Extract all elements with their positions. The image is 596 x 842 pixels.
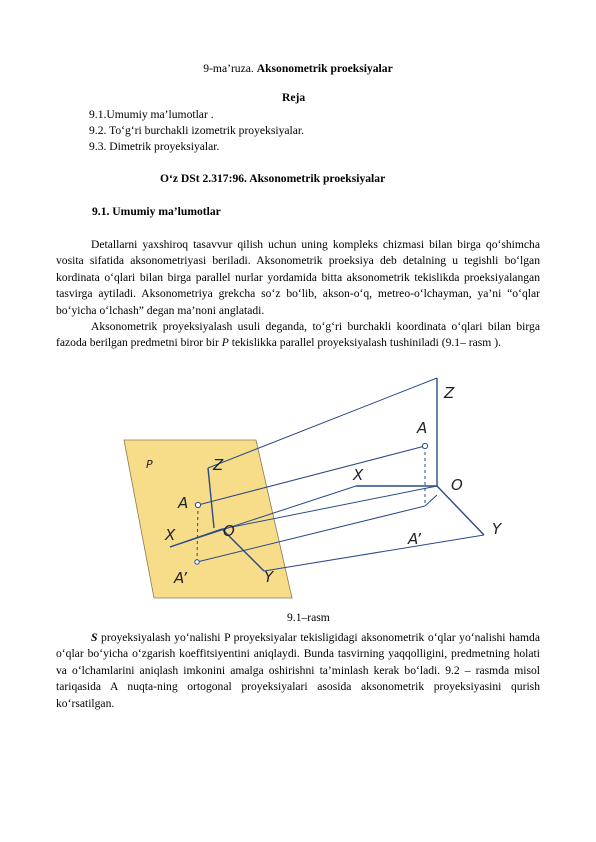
label-space-a-prime: A’	[408, 530, 422, 548]
label-space-z: Z	[444, 384, 455, 402]
label-plane-z: Z	[213, 456, 224, 474]
label-plane-o: O	[223, 522, 235, 540]
point-a-prime-plane	[195, 560, 199, 564]
label-plane-a: A	[178, 494, 189, 512]
lecture-number: 9-ma’ruza.	[203, 62, 254, 75]
section-title: 9.1. Umumiy ma’lumotlar	[92, 205, 221, 218]
paragraph-3	[56, 630, 540, 712]
label-plane-y: Y	[264, 568, 274, 586]
plan-item: 9.3. Dimetrik proyeksiyalar.	[89, 140, 220, 153]
plane-symbol: P	[221, 336, 229, 350]
paragraph-2-text-end: tekislikka parallel proyeksiyalash tushiniladi (9.1– rasm ).	[231, 336, 501, 350]
plan-item: 9.2. To‘g‘ri burchakli izometrik proyeksiyalar.	[89, 124, 305, 137]
label-plane-p: P	[146, 458, 153, 471]
figure-caption: 9.1–rasm	[287, 611, 330, 624]
label-space-a: A	[417, 419, 428, 437]
projecting-ray	[208, 378, 437, 468]
plan-item: 9.1.Umumiy ma’lumotlar .	[89, 108, 214, 121]
label-plane-a-prime: A’	[174, 569, 188, 587]
lecture-title: Aksonometrik proeksiyalar	[256, 62, 393, 75]
point-a-plane	[195, 502, 200, 507]
paragraph-2-text: Aksonometrik proyeksiyalash usuli deganda, to‘g‘ri burchakli koordinata o‘qlari bilan birga fazoda berilgan predmetni biror bir	[56, 320, 540, 350]
body-text-bottom	[56, 630, 540, 712]
direction-symbol: S	[91, 631, 98, 644]
paragraph-1: Detallarni yaxshiroq tasavvur qilish uchun uning kompleks chizmasi bilan birga qo‘shimcha vosita sifatida aksonometriyasi beriladi. Aksonometrik proeksiya deb detalning u tegishli bo‘lgan kordinata o‘qlari bilan birga parallel nurlar yordamida bitta aksonometrik tekislikda proeksiyalangan tasvirga aytiladi. Aksonometriya grekcha so‘z bo‘lib, akson-o‘q, metreo-o‘lchayman, ya’ni “o‘qlar bo‘yicha o‘lchash” degan ma’noni anglatadi.	[56, 238, 540, 317]
label-plane-x: X	[165, 526, 176, 544]
projecting-ray	[264, 535, 484, 571]
label-space-x: X	[353, 466, 364, 484]
paragraph-3-text: proyeksiyalash yo‘nalishi P proyeksiyalar tekisligidagi aksonometrik o‘qlar yo‘nalishi hamda o‘qlar bo‘yicha o‘zgarish koeffitsiyentini aniqlaydi. Bunda tasvirning yaqqolligini, predmetning holati va o‘lchamlarini aniqlash imkonini amalga oshirishni ta’minlash kerak bo‘ladi. 9.2 – rasmda misol tariqasida A nuqta-ning ortogonal proyeksiyalari asosida aksonometrik proyeksiyasini qurish ko‘rsatilgan.	[56, 631, 540, 710]
standard-title: O‘z DSt 2.317:96. Aksonometrik proeksiyalar	[160, 172, 386, 185]
label-space-y: Y	[492, 520, 502, 538]
point-a-space	[422, 443, 427, 448]
label-space-o: O	[451, 476, 463, 494]
plan-heading: Reja	[282, 91, 306, 104]
point-a-prime-link	[425, 495, 437, 506]
